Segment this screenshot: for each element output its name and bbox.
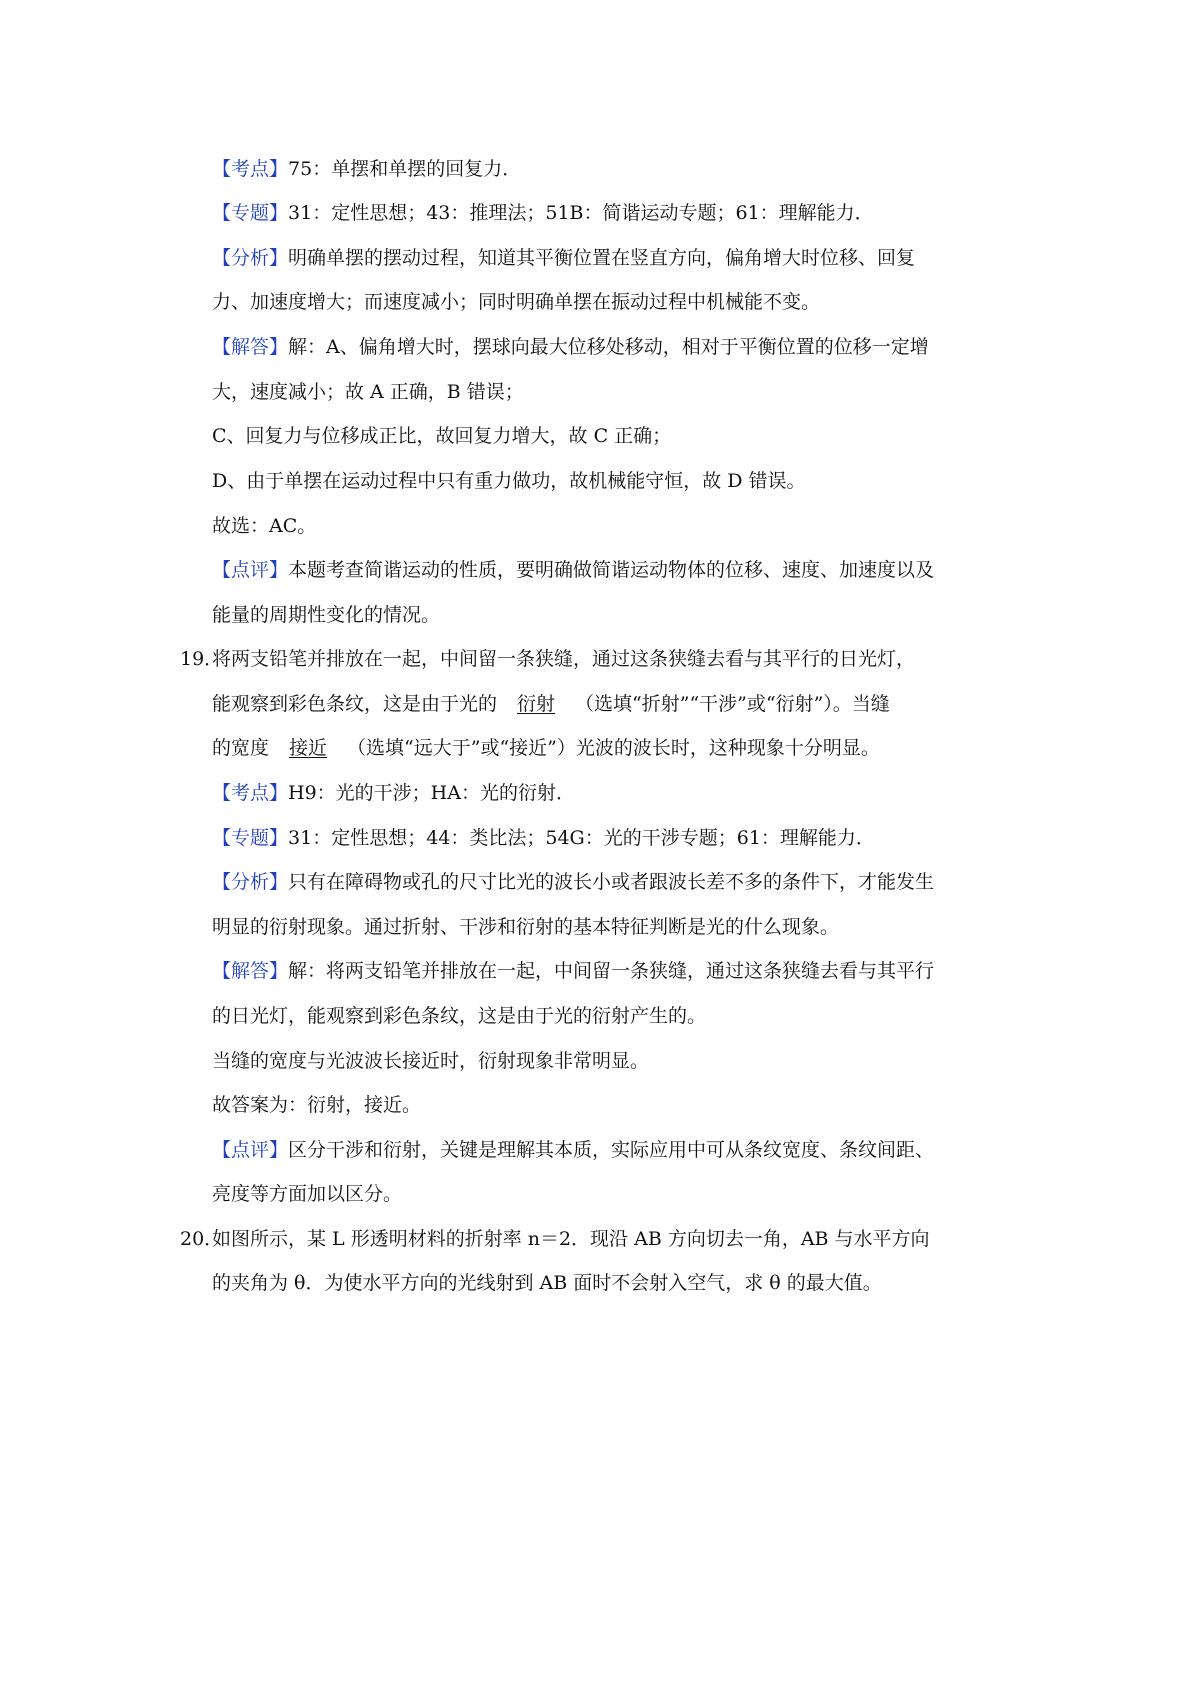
q18-jieda-line3: C、回复力与位移成正比，故回复力增大，故 C 正确；: [212, 425, 672, 447]
kaodian-tag: 【考点】: [212, 158, 289, 180]
q18-dianping-line2: 能量的周期性变化的情况。: [212, 604, 441, 626]
q19-fenxi-line2: 明显的衍射现象。通过折射、干涉和衍射的基本特征判断是光的什么现象。: [212, 916, 840, 938]
q19-fenxi-line1: [212, 870, 934, 894]
fenxi-text: 明确单摆的摆动过程，知道其平衡位置在竖直方向，偏角增大时位移、回复: [288, 247, 916, 269]
q19-zhuanti: [212, 826, 875, 850]
dianping-text: 区分干涉和衍射，关键是理解其本质，实际应用中可从条纹宽度、条纹间距、: [288, 1139, 935, 1161]
kaodian-tag: 【考点】: [212, 782, 289, 804]
zhuanti-text: 31：定性思想；44：类比法；54G：光的干涉专题；61：理解能力．: [288, 827, 875, 849]
q18-jieda-line4: D、由于单摆在运动过程中只有重力做功，故机械能守恒，故 D 错误。: [212, 470, 806, 492]
q19-line2-pre: 能观察到彩色条纹，这是由于光的: [212, 693, 498, 715]
q18-jieda-line5: 故选：AC。: [212, 515, 317, 537]
dianping-text: 本题考查简谐运动的性质，要明确做简谐运动物体的位移、速度、加速度以及: [288, 559, 935, 581]
q19-line3-post: （选填“远大于”或“接近”）光波的波长时，这种现象十分明显。: [347, 737, 880, 759]
q18-fenxi-line2: 力、加速度增大；而速度减小；同时明确单摆在振动过程中机械能不变。: [212, 291, 821, 313]
q19-jieda-line2: 的日光灯，能观察到彩色条纹，这是由于光的衍射产生的。: [212, 1005, 707, 1027]
q19-line3: [212, 736, 880, 760]
q18-jieda-line1: [212, 335, 929, 359]
q19-number: 19．: [180, 648, 224, 670]
q19-answer1: 衍射: [517, 693, 556, 715]
q18-dianping-line1: [212, 558, 934, 582]
q19-dianping-line2: 亮度等方面加以区分。: [212, 1183, 403, 1205]
jieda-tag: 【解答】: [212, 336, 289, 358]
jieda-text: 解：将两支铅笔并排放在一起，中间留一条狭缝，通过这条狭缝去看与其平行: [288, 960, 935, 982]
q20-line2: 的夹角为 θ．为使水平方向的光线射到 AB 面时不会射入空气，求 θ 的最大值。: [212, 1272, 882, 1294]
fenxi-tag: 【分析】: [212, 247, 289, 269]
zhuanti-text: 31：定性思想；43：推理法；51B：简谐运动专题；61：理解能力．: [288, 202, 874, 224]
q18-zhuanti: [212, 201, 874, 225]
q18-jieda-line2: 大，速度减小；故 A 正确，B 错误；: [212, 381, 524, 403]
kaodian-text: 75：单摆和单摆的回复力．: [288, 158, 522, 180]
q19-dianping-line1: [212, 1138, 934, 1162]
q19-line2-post: （选填“折射”“干涉”或“衍射”）。当缝: [575, 693, 890, 715]
q19-jieda-line3: 当缝的宽度与光波波长接近时，衍射现象非常明显。: [212, 1050, 650, 1072]
fenxi-tag: 【分析】: [212, 871, 289, 893]
jieda-tag: 【解答】: [212, 960, 289, 982]
q19-answer2: 接近: [289, 737, 328, 759]
q19-kaodian: [212, 781, 575, 805]
dianping-tag: 【点评】: [212, 1139, 289, 1161]
q19-line3-pre: 的宽度: [212, 737, 270, 759]
q20-number: 20．: [180, 1228, 224, 1250]
q19-jieda-line1: [212, 959, 934, 983]
q19-line1: 将两支铅笔并排放在一起，中间留一条狭缝，通过这条狭缝去看与其平行的日光灯，: [212, 648, 916, 670]
q19-jieda-line4: 故答案为：衍射，接近。: [212, 1094, 422, 1116]
zhuanti-tag: 【专题】: [212, 202, 289, 224]
q18-fenxi-line1: [212, 246, 915, 270]
q19-line2: [212, 692, 890, 716]
fenxi-text: 只有在障碍物或孔的尺寸比光的波长小或者跟波长差不多的条件下，才能发生: [288, 871, 935, 893]
zhuanti-tag: 【专题】: [212, 827, 289, 849]
kaodian-text: H9：光的干涉；HA：光的衍射．: [288, 782, 575, 804]
q20-line1: 如图所示，某 L 形透明材料的折射率 n＝2．现沿 AB 方向切去一角，AB 与水平方向: [212, 1228, 930, 1250]
jieda-text: 解：A、偏角增大时，摆球向最大位移处移动，相对于平衡位置的位移一定增: [288, 336, 929, 358]
q18-kaodian: [212, 157, 521, 181]
dianping-tag: 【点评】: [212, 559, 289, 581]
